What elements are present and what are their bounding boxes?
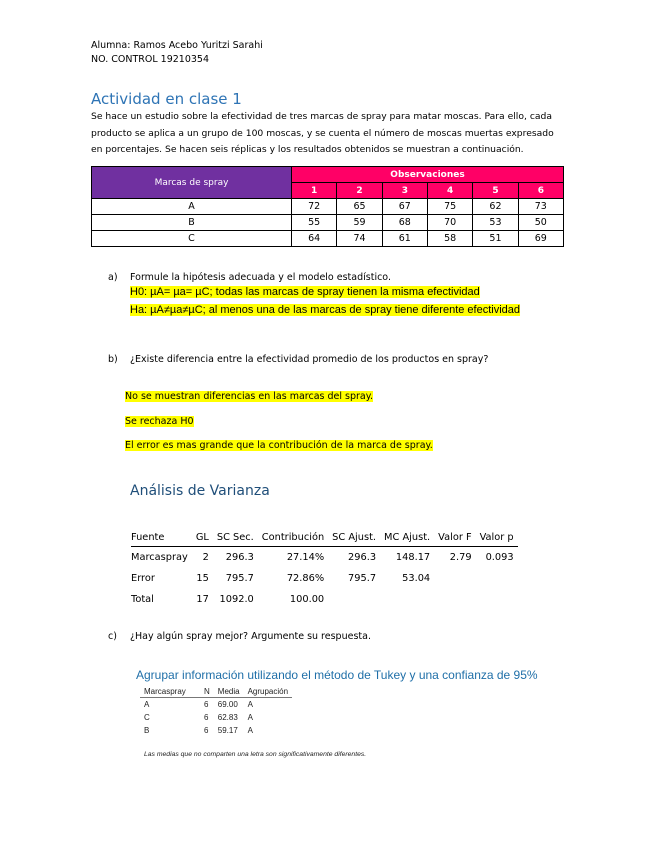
brand-cell: A <box>92 199 292 215</box>
tukey-cell: 6 <box>204 713 209 722</box>
tukey-note: Las medias que no comparten una letra son significativamente diferentes. <box>144 751 367 758</box>
table-row <box>92 231 564 247</box>
anova-cell: 795.7 <box>225 573 254 584</box>
answer-b-line: No se muestran diferencias en las marcas del spray. <box>125 391 374 402</box>
obs-col-header: 1 <box>292 183 337 199</box>
anova-cell: 2.79 <box>449 552 472 563</box>
control-number: NO. CONTROL 19210354 <box>91 54 210 65</box>
tukey-cell: B <box>144 726 150 735</box>
answer-b-line: El error es mas grande que la contribución de la marca de spray. <box>125 440 433 451</box>
obs-col-header: 3 <box>382 183 427 199</box>
anova-cell: 2 <box>202 552 209 563</box>
anova-header: Contribución <box>258 528 328 547</box>
tukey-cell: 62.83 <box>217 713 238 722</box>
value-cell: 62 <box>473 199 518 215</box>
anova-cell <box>328 589 380 610</box>
anova-cell: 15 <box>196 573 209 584</box>
value-cell: 67 <box>382 199 427 215</box>
value-cell: 61 <box>382 231 427 247</box>
anova-cell: 17 <box>196 594 209 605</box>
obs-col-header: 2 <box>337 183 382 199</box>
anova-cell: 296.3 <box>348 552 377 563</box>
anova-table <box>131 528 518 610</box>
anova-cell: Total <box>131 594 154 605</box>
anova-header: Valor p <box>476 528 518 547</box>
value-cell: 64 <box>292 231 337 247</box>
table-row <box>140 698 292 712</box>
anova-cell: Marcaspray <box>131 552 188 563</box>
value-cell: 50 <box>518 215 563 231</box>
anova-cell <box>380 589 434 610</box>
anova-cell <box>434 568 475 589</box>
activity-description: Se hace un estudio sobre la efectividad de tres marcas de spray para matar moscas. Para ello, cada producto se aplica a un grupo de 100 moscas, y se cuenta el número de moscas muertas expresado en porcentajes. Se hacen seis réplicas y los resultados obtenidos se muestran a continuación. <box>91 111 554 155</box>
value-cell: 65 <box>337 199 382 215</box>
anova-header: GL <box>192 528 213 547</box>
anova-cell: 53.04 <box>402 573 431 584</box>
brand-cell: B <box>92 215 292 231</box>
null-hypothesis: H0: µA= µa= µC; todas las marcas de spray tienen la misma efectividad <box>130 286 480 298</box>
tukey-header: Marcaspray <box>140 686 200 698</box>
tukey-table <box>140 686 292 737</box>
value-cell: 74 <box>337 231 382 247</box>
value-cell: 68 <box>382 215 427 231</box>
tukey-header: N <box>200 686 214 698</box>
question-a-text: Formule la hipótesis adecuada y el modelo estadístico. <box>130 272 391 283</box>
tukey-cell: A <box>144 700 150 709</box>
obs-col-header: 5 <box>473 183 518 199</box>
value-cell: 73 <box>518 199 563 215</box>
brand-header: Marcas de spray <box>92 167 292 199</box>
value-cell: 75 <box>427 199 472 215</box>
anova-cell: 27.14% <box>286 552 325 563</box>
tukey-cell: A <box>247 700 253 709</box>
table-row <box>131 547 518 569</box>
table-row <box>131 589 518 610</box>
alternative-hypothesis: Ha: µA≠µa≠µC; al menos una de las marcas de spray tiene diferente efectividad <box>130 304 521 316</box>
value-cell: 59 <box>337 215 382 231</box>
tukey-cell: 6 <box>204 726 209 735</box>
activity-title: Actividad en clase 1 <box>91 90 242 108</box>
value-cell: 70 <box>427 215 472 231</box>
anova-cell <box>476 568 518 589</box>
anova-cell: 148.17 <box>395 552 431 563</box>
anova-cell: 100.00 <box>289 594 325 605</box>
student-name: Alumna: Ramos Acebo Yuritzi Sarahi <box>91 40 263 51</box>
anova-cell <box>476 589 518 610</box>
tukey-cell: 69.00 <box>217 700 238 709</box>
observations-table <box>91 166 564 247</box>
tukey-cell: A <box>247 713 253 722</box>
value-cell: 58 <box>427 231 472 247</box>
brand-cell: C <box>92 231 292 247</box>
tukey-header: Media <box>214 686 244 698</box>
anova-header: MC Ajust. <box>380 528 434 547</box>
question-c-text: ¿Hay algún spray mejor? Argumente su respuesta. <box>130 631 371 642</box>
anova-title: Análisis de Varianza <box>130 483 270 499</box>
anova-header: SC Ajust. <box>328 528 380 547</box>
tukey-cell: 59.17 <box>217 726 238 735</box>
obs-col-header: 4 <box>427 183 472 199</box>
tukey-title: Agrupar información utilizando el método de Tukey y una confianza de 95% <box>136 668 538 682</box>
observations-header: Observaciones <box>292 167 564 183</box>
question-c-marker: c) <box>108 631 117 642</box>
anova-header: Valor F <box>434 528 475 547</box>
obs-col-header: 6 <box>518 183 563 199</box>
anova-cell: Error <box>131 573 155 584</box>
value-cell: 51 <box>473 231 518 247</box>
table-row <box>92 199 564 215</box>
value-cell: 55 <box>292 215 337 231</box>
value-cell: 72 <box>292 199 337 215</box>
answer-b-line: Se rechaza H0 <box>125 416 194 427</box>
table-row <box>140 724 292 737</box>
question-a-marker: a) <box>108 272 118 283</box>
anova-header: SC Sec. <box>213 528 258 547</box>
tukey-cell: A <box>247 726 253 735</box>
question-b-marker: b) <box>108 354 118 365</box>
question-b-text: ¿Existe diferencia entre la efectividad promedio de los productos en spray? <box>130 354 489 365</box>
tukey-cell: C <box>144 713 150 722</box>
table-row <box>131 568 518 589</box>
value-cell: 69 <box>518 231 563 247</box>
tukey-header: Agrupación <box>244 686 292 698</box>
anova-cell <box>434 589 475 610</box>
anova-cell: 1092.0 <box>219 594 254 605</box>
anova-cell: 795.7 <box>348 573 377 584</box>
table-row <box>140 711 292 724</box>
anova-cell: 296.3 <box>225 552 254 563</box>
anova-cell: 72.86% <box>286 573 325 584</box>
tukey-cell: 6 <box>204 700 209 709</box>
table-row <box>92 215 564 231</box>
value-cell: 53 <box>473 215 518 231</box>
anova-header: Fuente <box>131 528 192 547</box>
anova-cell: 0.093 <box>485 552 514 563</box>
